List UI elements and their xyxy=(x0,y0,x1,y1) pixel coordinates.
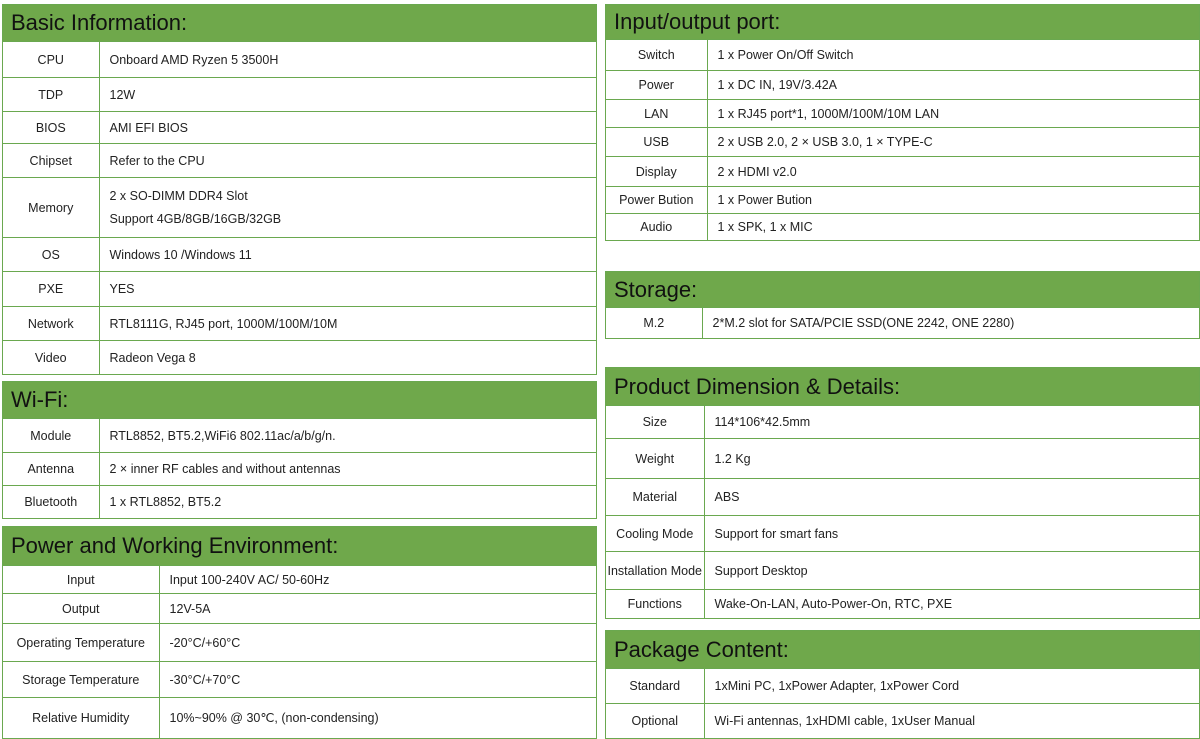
table-row xyxy=(606,308,1199,339)
spec-key: Material xyxy=(606,479,704,516)
spec-value: 1 x RTL8852, BT5.2 xyxy=(99,486,596,519)
wifi-table xyxy=(3,418,596,519)
table-row xyxy=(3,144,596,178)
spec-value: Wi-Fi antennas, 1xHDMI cable, 1xUser Manual xyxy=(704,704,1199,739)
basic-information-title: Basic Information: xyxy=(3,5,596,41)
spec-value xyxy=(99,178,596,238)
spec-value: YES xyxy=(99,272,596,307)
io-port-section xyxy=(605,4,1200,241)
package-content-table xyxy=(606,668,1199,739)
spec-value: 12W xyxy=(99,78,596,112)
spec-value: 2 x HDMI v2.0 xyxy=(707,157,1199,187)
spec-key: Storage Temperature xyxy=(3,662,159,698)
spec-value: Onboard AMD Ryzen 5 3500H xyxy=(99,42,596,78)
io-port-table xyxy=(606,39,1199,241)
spec-value: 2 x USB 2.0, 2 × USB 3.0, 1 × TYPE-C xyxy=(707,128,1199,157)
table-row xyxy=(606,590,1199,619)
spec-value: 1 x SPK, 1 x MIC xyxy=(707,214,1199,241)
spec-key: LAN xyxy=(606,100,707,128)
table-row xyxy=(606,128,1199,157)
spec-key: TDP xyxy=(3,78,99,112)
spec-key: Chipset xyxy=(3,144,99,178)
spec-key: Installation Mode xyxy=(606,552,704,590)
spec-key: Relative Humidity xyxy=(3,698,159,738)
basic-information-section xyxy=(2,4,597,375)
spec-value: 1.2 Kg xyxy=(704,439,1199,479)
table-row xyxy=(606,406,1199,439)
spec-value: 2*M.2 slot for SATA/PCIE SSD(ONE 2242, ONE 2280) xyxy=(702,308,1199,339)
spec-key: Memory xyxy=(3,178,99,238)
spec-key: Size xyxy=(606,406,704,439)
table-row xyxy=(606,40,1199,71)
spec-value: 1 x Power Bution xyxy=(707,187,1199,214)
product-dimension-section xyxy=(605,367,1200,619)
spec-value: 2 × inner RF cables and without antennas xyxy=(99,453,596,486)
spec-key: Switch xyxy=(606,40,707,71)
package-content-section xyxy=(605,630,1200,739)
storage-section xyxy=(605,271,1200,339)
spec-value: 1 x RJ45 port*1, 1000M/100M/10M LAN xyxy=(707,100,1199,128)
spec-value: 12V-5A xyxy=(159,594,596,624)
spec-value: Refer to the CPU xyxy=(99,144,596,178)
spec-key: OS xyxy=(3,238,99,272)
spec-value: Windows 10 /Windows 11 xyxy=(99,238,596,272)
table-row xyxy=(606,187,1199,214)
spec-value: AMI EFI BIOS xyxy=(99,112,596,144)
spec-key: Functions xyxy=(606,590,704,619)
table-row xyxy=(3,486,596,519)
spec-key: Bluetooth xyxy=(3,486,99,519)
table-row xyxy=(3,624,596,662)
spec-value: Input 100-240V AC/ 50-60Hz xyxy=(159,566,596,594)
spec-key: Input xyxy=(3,566,159,594)
spec-key: Display xyxy=(606,157,707,187)
io-port-title: Input/output port: xyxy=(606,5,1199,39)
table-row xyxy=(3,78,596,112)
spec-value: Support for smart fans xyxy=(704,516,1199,552)
spec-key: Operating Temperature xyxy=(3,624,159,662)
table-row xyxy=(606,71,1199,100)
table-row xyxy=(3,42,596,78)
spec-value: 1 x Power On/Off Switch xyxy=(707,40,1199,71)
spec-value: 114*106*42.5mm xyxy=(704,406,1199,439)
basic-information-table xyxy=(3,41,596,375)
spec-key: Optional xyxy=(606,704,704,739)
spec-value: -30°C/+70°C xyxy=(159,662,596,698)
spec-key: Audio xyxy=(606,214,707,241)
table-row xyxy=(3,307,596,341)
spec-value: Wake-On-LAN, Auto-Power-On, RTC, PXE xyxy=(704,590,1199,619)
table-row xyxy=(3,662,596,698)
power-environment-title: Power and Working Environment: xyxy=(3,527,596,565)
product-dimension-title: Product Dimension & Details: xyxy=(606,368,1199,405)
table-row xyxy=(3,566,596,594)
table-row xyxy=(3,419,596,453)
spec-key: Module xyxy=(3,419,99,453)
table-row xyxy=(606,214,1199,241)
spec-value: Support Desktop xyxy=(704,552,1199,590)
package-content-title: Package Content: xyxy=(606,631,1199,668)
table-row xyxy=(606,704,1199,739)
spec-key: Standard xyxy=(606,669,704,704)
table-row xyxy=(606,479,1199,516)
spec-key: BIOS xyxy=(3,112,99,144)
table-row xyxy=(3,272,596,307)
spec-value: 1 x DC IN, 19V/3.42A xyxy=(707,71,1199,100)
spec-key: M.2 xyxy=(606,308,702,339)
storage-title: Storage: xyxy=(606,272,1199,307)
product-dimension-table xyxy=(606,405,1199,619)
table-row xyxy=(606,439,1199,479)
spec-key: Cooling Mode xyxy=(606,516,704,552)
table-row xyxy=(606,516,1199,552)
spec-key: Weight xyxy=(606,439,704,479)
spec-key: Network xyxy=(3,307,99,341)
table-row xyxy=(606,157,1199,187)
spec-value: ABS xyxy=(704,479,1199,516)
spec-value: RTL8852, BT5.2,WiFi6 802.11ac/a/b/g/n. xyxy=(99,419,596,453)
spec-key: Antenna xyxy=(3,453,99,486)
power-environment-table xyxy=(3,565,596,738)
table-row xyxy=(3,594,596,624)
spec-value-line-1: 2 x SO-DIMM DDR4 Slot xyxy=(109,188,248,203)
spec-value: 1xMini PC, 1xPower Adapter, 1xPower Cord xyxy=(704,669,1199,704)
wifi-title: Wi-Fi: xyxy=(3,382,596,418)
table-row xyxy=(3,178,596,238)
spec-key: Power Bution xyxy=(606,187,707,214)
spec-value: RTL8111G, RJ45 port, 1000M/100M/10M xyxy=(99,307,596,341)
wifi-section xyxy=(2,381,597,519)
spec-key: PXE xyxy=(3,272,99,307)
spec-key: Output xyxy=(3,594,159,624)
table-row xyxy=(3,341,596,375)
spec-key: USB xyxy=(606,128,707,157)
table-row xyxy=(606,100,1199,128)
spec-key: Video xyxy=(3,341,99,375)
spec-value-line-2: Support 4GB/8GB/16GB/32GB xyxy=(109,211,282,226)
spec-key: Power xyxy=(606,71,707,100)
table-row xyxy=(3,112,596,144)
table-row xyxy=(3,453,596,486)
storage-table xyxy=(606,307,1199,339)
table-row xyxy=(3,238,596,272)
spec-value: -20°C/+60°C xyxy=(159,624,596,662)
spec-value: 10%~90% @ 30℃, (non-condensing) xyxy=(159,698,596,738)
power-environment-section xyxy=(2,526,597,739)
table-row xyxy=(606,552,1199,590)
spec-key: CPU xyxy=(3,42,99,78)
table-row xyxy=(606,669,1199,704)
spec-value: Radeon Vega 8 xyxy=(99,341,596,375)
table-row xyxy=(3,698,596,738)
